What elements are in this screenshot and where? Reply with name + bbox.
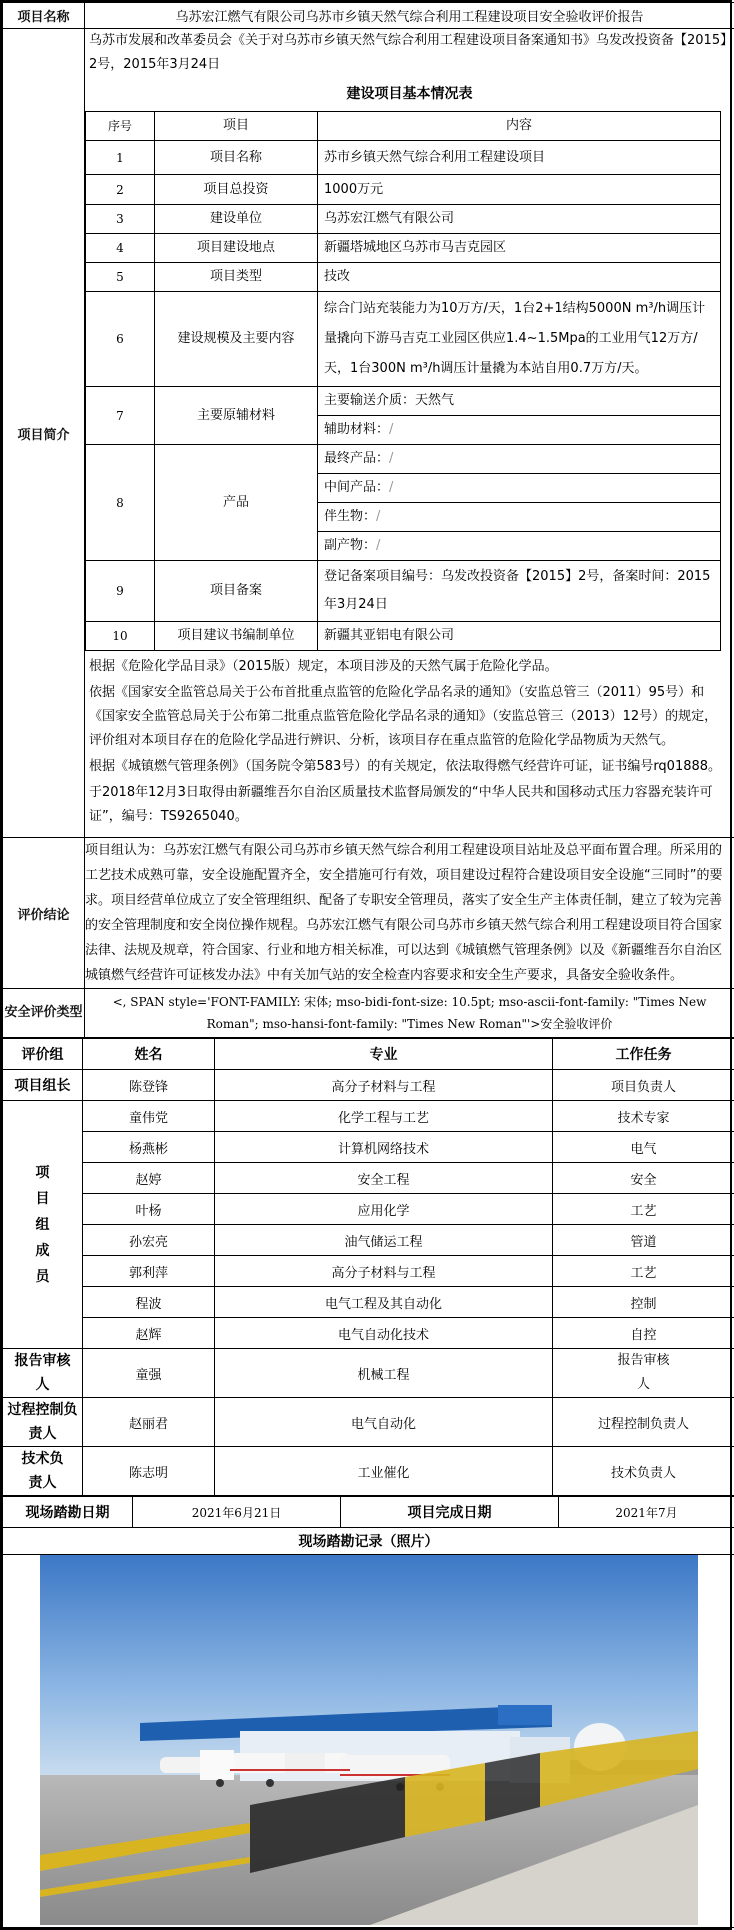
member-name: 叶杨	[83, 1194, 215, 1225]
row-item: 项目建议书编制单位	[155, 622, 318, 651]
row-content: 综合门站充装能力为10万方/天，1台2+1结构5000N m³/h调压计量撬向下游马吉克工业园区供应1.4~1.5Mpa的工业用气12万方/天，1台300N m³/h调压计量撬为本站自用0.7万方/天。	[318, 292, 721, 387]
sub-value: /	[389, 422, 393, 437]
member-major: 电气自动化	[215, 1398, 553, 1447]
sub-item	[318, 445, 720, 474]
basic-info-table	[85, 111, 721, 651]
member-task: 工艺	[553, 1256, 734, 1287]
member-major: 计算机网络技术	[215, 1132, 553, 1163]
role-label: 项目组长	[3, 1070, 83, 1101]
member-task: 报告审核人	[553, 1349, 734, 1398]
header-major: 专业	[215, 1039, 553, 1070]
member-major: 油气储运工程	[215, 1225, 553, 1256]
sub-value: /	[389, 451, 393, 466]
row-content	[318, 445, 721, 561]
project-intro-content	[85, 29, 734, 838]
member-name: 程波	[83, 1287, 215, 1318]
member-task: 电气	[553, 1132, 734, 1163]
sub-label: 主要输送介质：	[324, 393, 415, 408]
team-row	[3, 1225, 734, 1256]
survey-date-label: 现场踏勘日期	[3, 1497, 133, 1528]
table-row	[86, 387, 721, 445]
members-label-text	[3, 1160, 82, 1290]
member-major: 高分子材料与工程	[215, 1070, 553, 1101]
sub-label: 中间产品：	[324, 480, 389, 495]
complete-date-value: 2021年7月	[559, 1497, 734, 1528]
member-name: 陈登锋	[83, 1070, 215, 1101]
sub-label: 伴生物：	[324, 509, 376, 524]
member-task: 自控	[553, 1318, 734, 1349]
header-name: 姓名	[83, 1039, 215, 1070]
member-name: 童伟党	[83, 1101, 215, 1132]
row-item: 主要原辅材料	[155, 387, 318, 445]
row-no: 3	[86, 205, 155, 234]
member-name: 赵丽君	[83, 1398, 215, 1447]
sub-item	[318, 387, 720, 416]
team-row-process	[3, 1398, 734, 1447]
table-row	[86, 292, 721, 387]
sub-value: 天然气	[415, 393, 454, 408]
sub-label: 最终产品：	[324, 451, 389, 466]
team-row	[3, 1256, 734, 1287]
team-table	[2, 1038, 734, 1496]
member-task: 控制	[553, 1287, 734, 1318]
member-task: 管道	[553, 1225, 734, 1256]
member-task: 技术负责人	[553, 1447, 734, 1496]
sub-item	[318, 532, 720, 561]
team-row	[3, 1194, 734, 1225]
member-task: 过程控制负责人	[553, 1398, 734, 1447]
table-row	[86, 445, 721, 561]
complete-date-label: 项目完成日期	[341, 1497, 559, 1528]
header-item: 项目	[155, 112, 318, 141]
role-label: 技术负责人	[3, 1447, 83, 1496]
members-label-char: 员	[3, 1264, 82, 1290]
row-item: 项目备案	[155, 561, 318, 622]
row-item: 项目名称	[155, 141, 318, 175]
basic-info-table-title: 建设项目基本情况表	[85, 79, 734, 109]
sub-value: /	[376, 538, 380, 553]
row-content: 1000万元	[318, 175, 721, 205]
row-no: 2	[86, 175, 155, 205]
project-name-value: 乌苏宏江燃气有限公司乌苏市乡镇天然气综合利用工程建设项目安全验收评价报告	[85, 3, 734, 29]
row-content: 登记备案项目编号：乌发改投资备【2015】2号，备案时间：2015年3月24日	[318, 561, 721, 622]
site-photo-image	[40, 1555, 698, 1925]
table-row	[86, 561, 721, 622]
paragraph-pressure-vessel-license: 于2018年12月3日取得由新疆维吾尔自治区质量技术监督局颁发的“中华人民共和国移动式压力容器充装许可证”，编号：TS9265040。	[85, 781, 734, 837]
photo-section-title: 现场踏勘记录（照片）	[3, 1528, 734, 1555]
team-row	[3, 1163, 734, 1194]
member-name: 赵婷	[83, 1163, 215, 1194]
table-row	[86, 205, 721, 234]
project-name-label: 项目名称	[3, 3, 85, 29]
member-name: 郭利萍	[83, 1256, 215, 1287]
members-label	[3, 1101, 83, 1349]
role-label: 报告审核人	[3, 1349, 83, 1398]
row-no: 4	[86, 234, 155, 263]
team-row	[3, 1287, 734, 1318]
member-task: 技术专家	[553, 1101, 734, 1132]
member-name: 孙宏亮	[83, 1225, 215, 1256]
member-major: 电气自动化技术	[215, 1318, 553, 1349]
row-item: 建设规模及主要内容	[155, 292, 318, 387]
row-content: 新疆塔城地区乌苏市马吉克园区	[318, 234, 721, 263]
sub-item	[318, 416, 720, 445]
row-no: 10	[86, 622, 155, 651]
member-name: 赵辉	[83, 1318, 215, 1349]
team-row	[3, 1318, 734, 1349]
sub-item	[318, 503, 720, 532]
row-no: 7	[86, 387, 155, 445]
member-task: 安全	[553, 1163, 734, 1194]
row-no: 1	[86, 141, 155, 175]
row-item: 产品	[155, 445, 318, 561]
paragraph-key-supervision: 依据《国家安全监管总局关于公布首批重点监管的危险化学品名录的通知》（安监总管三（2011）95号）和《国家安全监管总局关于公布第二批重点监管危险化学品名录的通知》（安监总管三（2013）12号）的规定，评价组对本项目存在的危险化学品进行辨识、分析，该项目存在重点监管的危险化学品物质为天然气。	[85, 681, 734, 755]
members-label-char: 项	[3, 1160, 82, 1186]
team-row	[3, 1101, 734, 1132]
sub-item	[318, 474, 720, 503]
table-row	[86, 175, 721, 205]
row-no: 9	[86, 561, 155, 622]
member-major: 化学工程与工艺	[215, 1101, 553, 1132]
row-content: 新疆其亚铝电有限公司	[318, 622, 721, 651]
member-task: 工艺	[553, 1194, 734, 1225]
member-major: 应用化学	[215, 1194, 553, 1225]
team-row-reviewer	[3, 1349, 734, 1398]
conclusion-label: 评价结论	[3, 838, 85, 989]
header-task: 工作任务	[553, 1039, 734, 1070]
project-intro-label: 项目简介	[3, 29, 85, 838]
row-item: 项目总投资	[155, 175, 318, 205]
team-row	[3, 1132, 734, 1163]
survey-date-value: 2021年6月21日	[133, 1497, 341, 1528]
paragraph-gas-license: 根据《城镇燃气管理条例》（国务院令第583号）的有关规定，依法取得燃气经营许可证，证书编号rq01888。	[85, 755, 734, 781]
members-label-char: 组	[3, 1212, 82, 1238]
eval-type-label: 安全评价类型	[3, 989, 85, 1038]
row-item: 项目建设地点	[155, 234, 318, 263]
photo-cell	[3, 1555, 734, 1928]
table-row	[86, 622, 721, 651]
header-no: 序号	[86, 112, 155, 141]
member-major: 高分子材料与工程	[215, 1256, 553, 1287]
member-task: 项目负责人	[553, 1070, 734, 1101]
member-name: 陈志明	[83, 1447, 215, 1496]
row-content: 乌苏宏江燃气有限公司	[318, 205, 721, 234]
header-group: 评价组	[3, 1039, 83, 1070]
table-row	[86, 141, 721, 175]
report-table	[2, 2, 734, 1038]
row-item: 建设单位	[155, 205, 318, 234]
row-no: 6	[86, 292, 155, 387]
sub-label: 副产物：	[324, 538, 376, 553]
row-content: 技改	[318, 263, 721, 292]
member-major: 安全工程	[215, 1163, 553, 1194]
row-content	[318, 387, 721, 445]
sub-label: 辅助材料：	[324, 422, 389, 437]
member-major: 工业催化	[215, 1447, 553, 1496]
members-label-char: 目	[3, 1186, 82, 1212]
member-major: 电气工程及其自动化	[215, 1287, 553, 1318]
header-content: 内容	[318, 112, 721, 141]
table-row	[86, 234, 721, 263]
row-item: 项目类型	[155, 263, 318, 292]
site-photo	[40, 1555, 698, 1925]
sub-value: /	[389, 480, 393, 495]
team-row-leader	[3, 1070, 734, 1101]
team-row-tech	[3, 1447, 734, 1496]
filing-text: 乌苏市发展和改革委员会《关于对乌苏市乡镇天然气综合利用工程建设项目备案通知书》乌发改投资备【2015】2号，2015年3月24日	[85, 29, 734, 79]
member-major: 机械工程	[215, 1349, 553, 1398]
member-name: 杨燕彬	[83, 1132, 215, 1163]
eval-type-value: <, SPAN style='FONT-FAMILY: 宋体; mso-bidi-font-size: 10.5pt; mso-ascii-font-family: "Times New Roman"; mso-hansi-font-family: "Times New Roman"'>安全验收评价	[85, 989, 734, 1038]
member-name: 童强	[83, 1349, 215, 1398]
conclusion-text: 项目组认为：乌苏宏江燃气有限公司乌苏市乡镇天然气综合利用工程建设项目站址及总平面布置合理。所采用的工艺技术成熟可靠，安全设施配置齐全，安全措施可行有效，项目建设过程符合建设项目安全设施“三同时”的要求。项目经营单位成立了安全管理组织、配备了专职安全管理员，落实了安全生产主体责任制，建立了较为完善的安全管理制度和安全岗位操作规程。乌苏宏江燃气有限公司乌苏市乡镇天然气综合利用工程建设项目符合国家法律、法规及规章，符合国家、行业和地方相关标准，可以达到《城镇燃气管理条例》以及《新疆维吾尔自治区城镇燃气经营许可证核发办法》中有关加气站的安全检查内容要求和安全生产要求，具备安全验收条件。	[85, 838, 734, 989]
role-label: 过程控制负责人	[3, 1398, 83, 1447]
dates-table	[2, 1496, 734, 1928]
row-no: 8	[86, 445, 155, 561]
members-label-char: 成	[3, 1238, 82, 1264]
paragraph-hazard-catalog: 根据《危险化学品目录》（2015版）规定，本项目涉及的天然气属于危险化学品。	[85, 655, 734, 681]
table-row	[86, 263, 721, 292]
row-content: 苏市乡镇天然气综合利用工程建设项目	[318, 141, 721, 175]
row-no: 5	[86, 263, 155, 292]
sub-value: /	[376, 509, 380, 524]
